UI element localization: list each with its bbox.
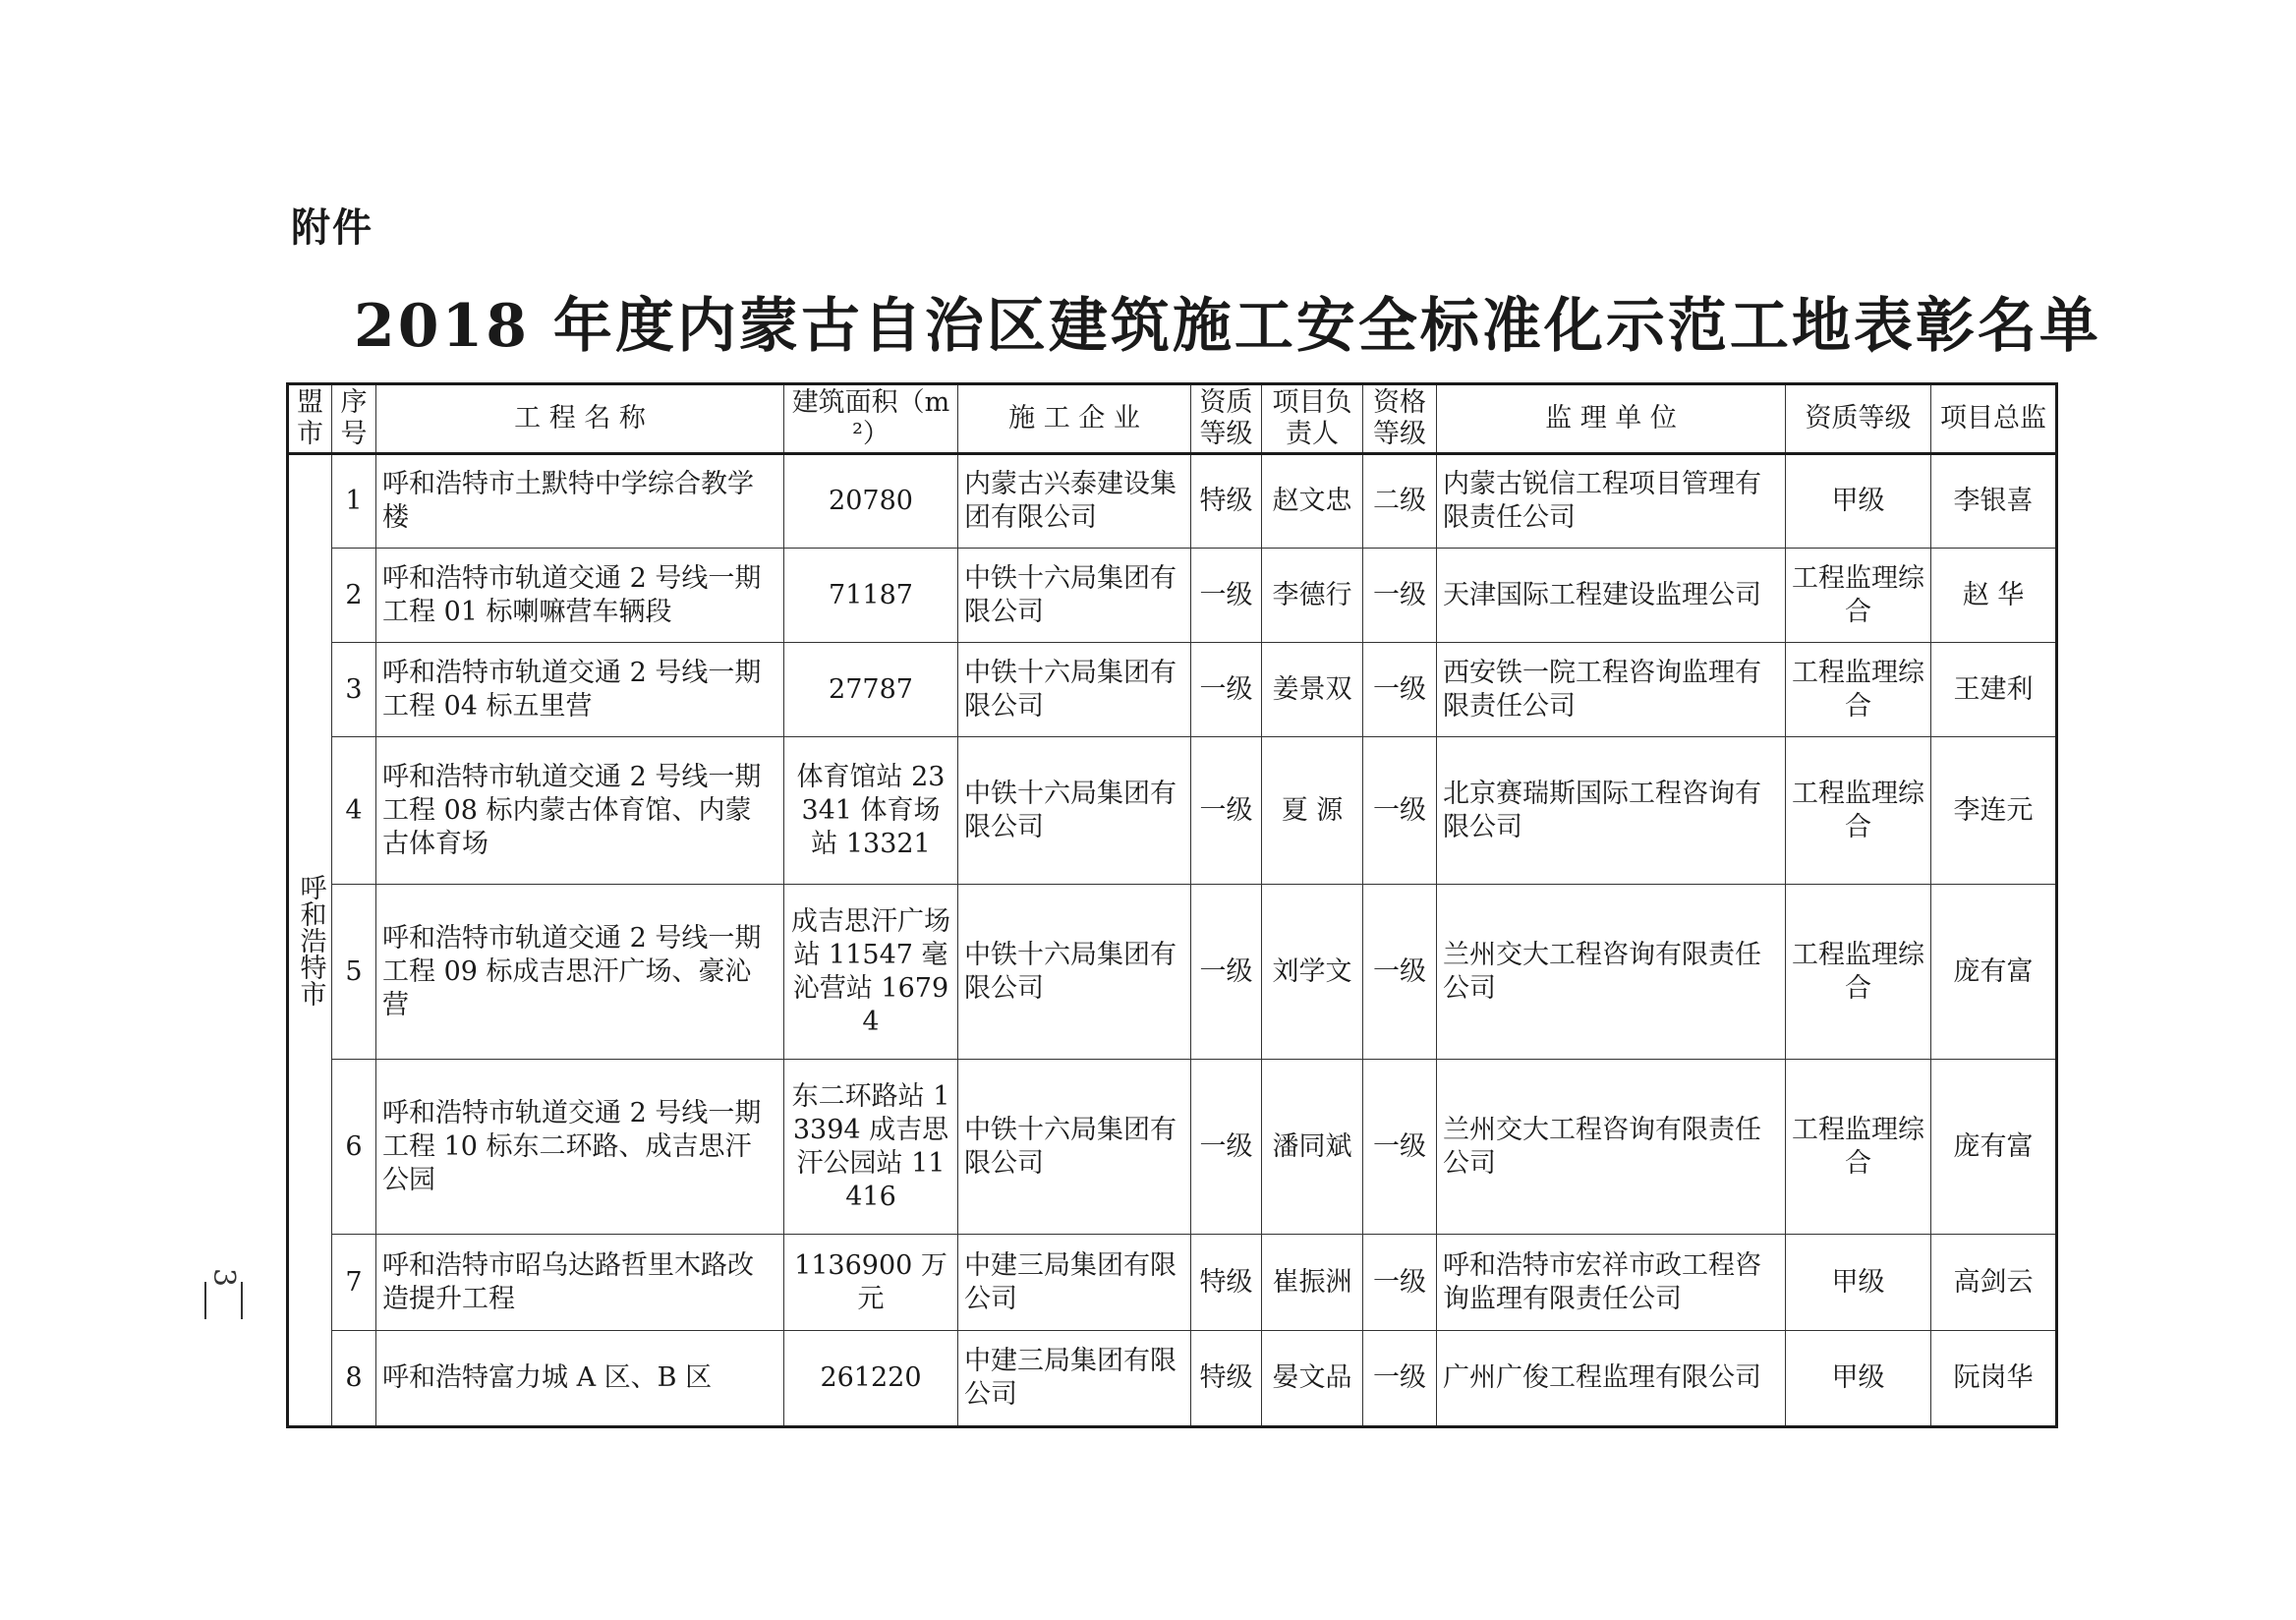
chief-supervisor: 李银喜 bbox=[1931, 454, 2057, 549]
contractor: 中建三局集团有限公司 bbox=[958, 1235, 1191, 1331]
page-number-dash-bottom bbox=[204, 1282, 206, 1319]
header-no: 序号 bbox=[332, 384, 376, 454]
row-no: 7 bbox=[332, 1235, 376, 1331]
building-area: 27787 bbox=[784, 643, 958, 737]
contractor: 中铁十六局集团有限公司 bbox=[958, 737, 1191, 885]
manager-grade: 一级 bbox=[1363, 885, 1437, 1060]
row-no: 2 bbox=[332, 549, 376, 643]
building-area: 东二环路站 13394 成吉思汗公园站 11416 bbox=[784, 1060, 958, 1235]
supervisor-grade: 甲级 bbox=[1786, 1331, 1931, 1427]
supervisor: 兰州交大工程咨询有限责任公司 bbox=[1437, 885, 1786, 1060]
header-manager: 项目负责人 bbox=[1262, 384, 1363, 454]
table-header-row bbox=[288, 384, 2057, 454]
manager-grade: 一级 bbox=[1363, 1235, 1437, 1331]
project-manager: 李德行 bbox=[1262, 549, 1363, 643]
supervisor: 广州广俊工程监理有限公司 bbox=[1437, 1331, 1786, 1427]
contractor: 中铁十六局集团有限公司 bbox=[958, 1060, 1191, 1235]
manager-grade: 一级 bbox=[1363, 1331, 1437, 1427]
project-manager: 刘学文 bbox=[1262, 885, 1363, 1060]
document-title: 2018 年度内蒙古自治区建筑施工安全标准化示范工地表彰名单 bbox=[354, 292, 2101, 361]
project-name: 呼和浩特市轨道交通 2 号线一期工程 01 标喇嘛营车辆段 bbox=[376, 549, 784, 643]
project-manager: 夏 源 bbox=[1262, 737, 1363, 885]
page-number-dash-top bbox=[241, 1282, 243, 1319]
row-no: 8 bbox=[332, 1331, 376, 1427]
row-no: 3 bbox=[332, 643, 376, 737]
project-manager: 崔振洲 bbox=[1262, 1235, 1363, 1331]
project-manager: 姜景双 bbox=[1262, 643, 1363, 737]
supervisor: 天津国际工程建设监理公司 bbox=[1437, 549, 1786, 643]
header-city: 盟市 bbox=[288, 384, 332, 454]
header-supervisor: 监 理 单 位 bbox=[1437, 384, 1786, 454]
supervisor-grade: 甲级 bbox=[1786, 1235, 1931, 1331]
header-chief: 项目总监 bbox=[1931, 384, 2057, 454]
table-row bbox=[288, 885, 2057, 1060]
contractor-grade: 一级 bbox=[1191, 549, 1262, 643]
contractor: 中铁十六局集团有限公司 bbox=[958, 549, 1191, 643]
building-area: 20780 bbox=[784, 454, 958, 549]
supervisor-grade: 工程监理综合 bbox=[1786, 549, 1931, 643]
header-contractor: 施 工 企 业 bbox=[958, 384, 1191, 454]
chief-supervisor: 庞有富 bbox=[1931, 885, 2057, 1060]
contractor-grade: 一级 bbox=[1191, 737, 1262, 885]
attachment-label: 附件 bbox=[291, 205, 373, 251]
supervisor: 北京赛瑞斯国际工程咨询有限公司 bbox=[1437, 737, 1786, 885]
project-manager: 晏文品 bbox=[1262, 1331, 1363, 1427]
honor-roster-table bbox=[286, 382, 2058, 1428]
table-row bbox=[288, 1235, 2057, 1331]
supervisor: 呼和浩特市宏祥市政工程咨询监理有限责任公司 bbox=[1437, 1235, 1786, 1331]
contractor-grade: 一级 bbox=[1191, 643, 1262, 737]
row-no: 5 bbox=[332, 885, 376, 1060]
header-project: 工 程 名 称 bbox=[376, 384, 784, 454]
row-no: 1 bbox=[332, 454, 376, 549]
building-area: 71187 bbox=[784, 549, 958, 643]
row-no: 4 bbox=[332, 737, 376, 885]
contractor: 内蒙古兴泰建设集团有限公司 bbox=[958, 454, 1191, 549]
table-row bbox=[288, 1060, 2057, 1235]
page-number bbox=[204, 1268, 243, 1333]
project-name: 呼和浩特市轨道交通 2 号线一期工程 09 标成吉思汗广场、豪沁营 bbox=[376, 885, 784, 1060]
chief-supervisor: 赵 华 bbox=[1931, 549, 2057, 643]
chief-supervisor: 李连元 bbox=[1931, 737, 2057, 885]
contractor-grade: 一级 bbox=[1191, 885, 1262, 1060]
manager-grade: 一级 bbox=[1363, 643, 1437, 737]
header-manager-grade: 资格等级 bbox=[1363, 384, 1437, 454]
row-no: 6 bbox=[332, 1060, 376, 1235]
supervisor-grade: 工程监理综合 bbox=[1786, 885, 1931, 1060]
manager-grade: 一级 bbox=[1363, 737, 1437, 885]
table-row bbox=[288, 643, 2057, 737]
supervisor: 兰州交大工程咨询有限责任公司 bbox=[1437, 1060, 1786, 1235]
manager-grade: 二级 bbox=[1363, 454, 1437, 549]
project-name: 呼和浩特市轨道交通 2 号线一期工程 10 标东二环路、成吉思汗公园 bbox=[376, 1060, 784, 1235]
chief-supervisor: 庞有富 bbox=[1931, 1060, 2057, 1235]
table-row bbox=[288, 454, 2057, 549]
supervisor-grade: 工程监理综合 bbox=[1786, 1060, 1931, 1235]
supervisor-grade: 甲级 bbox=[1786, 454, 1931, 549]
project-manager: 潘同斌 bbox=[1262, 1060, 1363, 1235]
supervisor-grade: 工程监理综合 bbox=[1786, 737, 1931, 885]
chief-supervisor: 王建利 bbox=[1931, 643, 2057, 737]
contractor-grade: 特级 bbox=[1191, 1331, 1262, 1427]
chief-supervisor: 阮岗华 bbox=[1931, 1331, 2057, 1427]
building-area: 成吉思汗广场站 11547 毫沁营站 16794 bbox=[784, 885, 958, 1060]
manager-grade: 一级 bbox=[1363, 549, 1437, 643]
header-contractor-grade: 资质等级 bbox=[1191, 384, 1262, 454]
project-name: 呼和浩特富力城 A 区、B 区 bbox=[376, 1331, 784, 1427]
project-name: 呼和浩特市土默特中学综合教学楼 bbox=[376, 454, 784, 549]
city-cell: 呼和浩特市 bbox=[288, 454, 332, 1427]
header-area: 建筑面积（m²） bbox=[784, 384, 958, 454]
supervisor-grade: 工程监理综合 bbox=[1786, 643, 1931, 737]
contractor-grade: 特级 bbox=[1191, 1235, 1262, 1331]
building-area: 261220 bbox=[784, 1331, 958, 1427]
supervisor: 内蒙古锐信工程项目管理有限责任公司 bbox=[1437, 454, 1786, 549]
building-area: 体育馆站 23341 体育场站 13321 bbox=[784, 737, 958, 885]
contractor: 中铁十六局集团有限公司 bbox=[958, 643, 1191, 737]
project-name: 呼和浩特市轨道交通 2 号线一期工程 08 标内蒙古体育馆、内蒙古体育场 bbox=[376, 737, 784, 885]
contractor: 中建三局集团有限公司 bbox=[958, 1331, 1191, 1427]
supervisor: 西安铁一院工程咨询监理有限责任公司 bbox=[1437, 643, 1786, 737]
contractor-grade: 特级 bbox=[1191, 454, 1262, 549]
page-number-value: 3 bbox=[206, 1268, 241, 1288]
table-row bbox=[288, 737, 2057, 885]
contractor: 中铁十六局集团有限公司 bbox=[958, 885, 1191, 1060]
chief-supervisor: 高剑云 bbox=[1931, 1235, 2057, 1331]
project-manager: 赵文忠 bbox=[1262, 454, 1363, 549]
building-area: 1136900 万元 bbox=[784, 1235, 958, 1331]
project-name: 呼和浩特市轨道交通 2 号线一期工程 04 标五里营 bbox=[376, 643, 784, 737]
header-supervisor-grade: 资质等级 bbox=[1786, 384, 1931, 454]
contractor-grade: 一级 bbox=[1191, 1060, 1262, 1235]
project-name: 呼和浩特市昭乌达路哲里木路改造提升工程 bbox=[376, 1235, 784, 1331]
manager-grade: 一级 bbox=[1363, 1060, 1437, 1235]
table-row bbox=[288, 549, 2057, 643]
table-row bbox=[288, 1331, 2057, 1427]
